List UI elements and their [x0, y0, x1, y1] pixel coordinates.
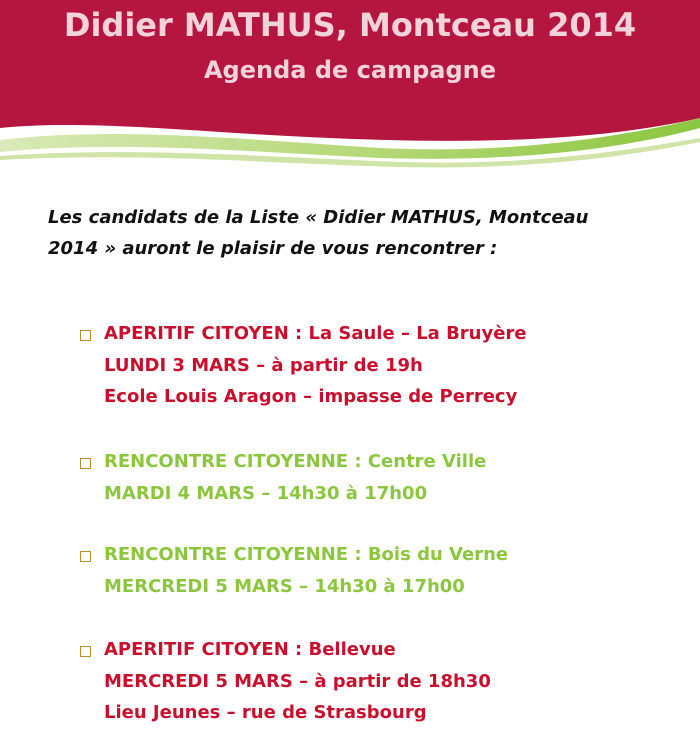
event-line: RENCONTRE CITOYENNE : Bois du Verne: [104, 544, 509, 565]
event-line: MARDI 4 MARS – 14h30 à 17h00: [104, 482, 428, 504]
event-line: APERITIF CITOYEN : Bellevue: [104, 639, 396, 660]
event-line: Ecole Louis Aragon – impasse de Perrecy: [104, 386, 518, 407]
checkbox-bullet-icon: [80, 551, 91, 562]
checkbox-bullet-icon: [80, 458, 91, 469]
checkbox-bullet-icon: [80, 646, 91, 657]
event-item: [80, 634, 680, 729]
event-line: RENCONTRE CITOYENNE : Centre Ville: [104, 451, 487, 472]
page-subtitle: Agenda de campagne: [203, 56, 496, 84]
event-line: APERITIF CITOYEN : La Saule – La Bruyère: [104, 323, 527, 344]
event-line: Lieu Jeunes – rue de Strasbourg: [104, 702, 427, 723]
page-title: Didier MATHUS, Montceau 2014: [63, 6, 637, 44]
event-item: [80, 318, 680, 413]
event-item: [80, 446, 680, 509]
intro-line-1: Les candidats de la Liste « Didier MATHUS, Montceau: [48, 207, 589, 228]
event-item: [80, 539, 680, 602]
event-line: MERCREDI 5 MARS – à partir de 18h30: [104, 670, 491, 692]
intro-line-2: 2014 » auront le plaisir de vous rencontrer :: [48, 238, 498, 259]
checkbox-bullet-icon: [80, 330, 91, 341]
intro-text: [48, 202, 668, 264]
event-line: MERCREDI 5 MARS – 14h30 à 17h00: [104, 575, 465, 597]
event-line: LUNDI 3 MARS – à partir de 19h: [104, 354, 423, 376]
